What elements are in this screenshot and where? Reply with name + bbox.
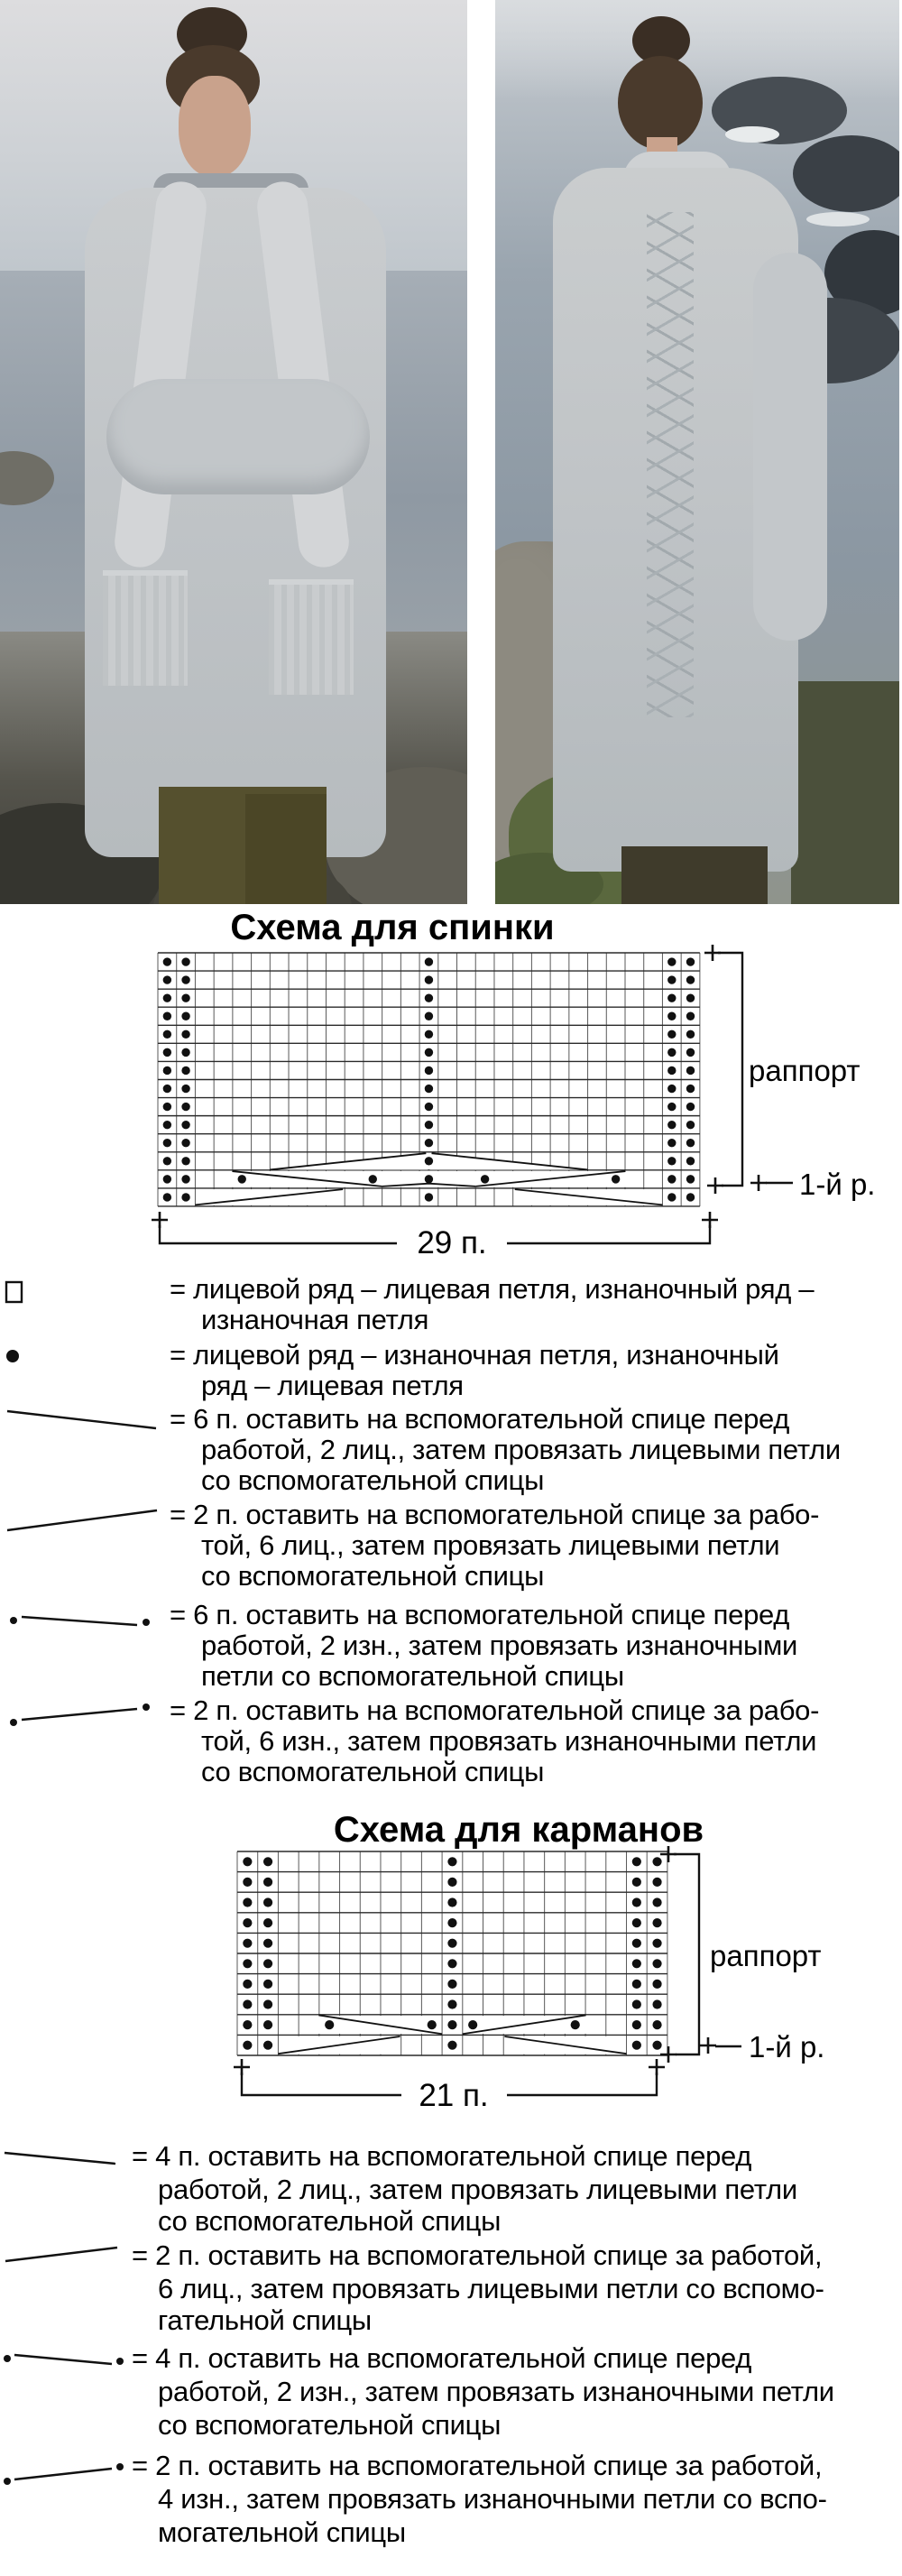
legend-line: = 2 п. оставить на вспомогательной спице за рабо-	[170, 1499, 820, 1530]
cable-front-purl-line-icon	[0, 2348, 131, 2371]
hair	[618, 56, 703, 150]
legend-line: со вспомогательной спицы	[201, 1560, 545, 1592]
legend-line: со вспомогательной спицы	[158, 2205, 502, 2237]
cable-front-line-icon	[0, 2146, 126, 2169]
legend-line: работой, 2 лиц., затем провязать лицевыми петли	[158, 2174, 797, 2205]
hillside	[791, 681, 899, 904]
legend-line: могательной спицы	[158, 2516, 406, 2548]
legend-line: ряд – лицевая петля	[201, 1370, 464, 1401]
back-chart-first-row-label: 1-й р.	[799, 1168, 876, 1201]
legend-line: со вспомогательной спицы	[201, 1464, 545, 1496]
sea-foam	[725, 126, 779, 143]
legend-line: со вспомогательной спицы	[158, 2409, 502, 2441]
trousers	[621, 846, 768, 904]
legend-line: со вспомогательной спицы	[201, 1756, 545, 1787]
cable-back-line-icon	[0, 2241, 126, 2265]
back-chart-title: Схема для спинки	[230, 908, 555, 947]
legend-line: той, 6 изн., затем провязать изнаночными петли	[201, 1725, 817, 1757]
legend-line: петли со вспомогательной спицы	[201, 1660, 624, 1692]
legend-line: 4 изн., затем провязать изнаночными петли со вспо-	[158, 2483, 827, 2515]
pocket-chart-rapport-label: раппорт	[710, 1939, 822, 1972]
legend-line: = 6 п. оставить на вспомогательной спице перед	[170, 1599, 790, 1630]
knit-stitch-square-icon	[4, 1280, 27, 1306]
legend-line: работой, 2 изн., затем провязать изнаночными петли	[158, 2376, 834, 2407]
cardigan-pocket	[103, 570, 188, 686]
legend-line: гательной спицы	[158, 2304, 372, 2336]
legend-line: = 2 п. оставить на вспомогательной спице за работой,	[132, 2450, 823, 2481]
cable-front-line-icon	[0, 1404, 167, 1433]
back-chart-rapport-label: раппорт	[749, 1054, 861, 1087]
photo-cardigan-back	[495, 0, 899, 904]
legend-line: = 2 п. оставить на вспомогательной спице за работой,	[132, 2239, 823, 2271]
face	[179, 76, 251, 177]
crossed-arms	[106, 379, 370, 494]
pocket-chart-stitch-count: 21 п.	[419, 2078, 489, 2113]
back-chart-stitch-count: 29 п.	[417, 1225, 487, 1260]
sleeve	[753, 253, 827, 641]
legend-line: = 4 п. оставить на вспомогательной спице перед	[132, 2342, 752, 2374]
legend-line: = 4 п. оставить на вспомогательной спице перед	[132, 2140, 752, 2172]
cable-front-purl-line-icon	[0, 1609, 167, 1632]
back-chart-diagram	[0, 938, 902, 1268]
sea-foam	[806, 212, 870, 226]
back-cable-braid	[647, 212, 694, 717]
legend-line: той, 6 лиц., затем провязать лицевыми петли	[201, 1529, 780, 1561]
pocket-chart-first-row-label: 1-й р.	[749, 2030, 825, 2064]
legend-line: = лицевой ряд – лицевая петля, изнаночный ряд –	[170, 1273, 815, 1305]
legend-line: изнаночная петля	[201, 1304, 429, 1335]
trousers	[245, 794, 327, 904]
cable-back-purl-line-icon	[0, 1702, 167, 1729]
legend-line: = 2 п. оставить на вспомогательной спице за рабо-	[170, 1694, 820, 1726]
pocket-chart-title: Схема для карманов	[333, 1810, 704, 1850]
cable-back-line-icon	[0, 1503, 167, 1534]
rock	[793, 135, 899, 212]
cardigan-pocket	[269, 579, 354, 695]
legend-line: работой, 2 изн., затем провязать изнаночными	[201, 1630, 798, 1661]
legend-line: = 6 п. оставить на вспомогательной спице перед	[170, 1403, 790, 1435]
legend-line: = лицевой ряд – изнаночная петля, изнаночный	[170, 1339, 779, 1371]
legend-line: работой, 2 лиц., затем провязать лицевыми петли	[201, 1434, 841, 1465]
legend-line: 6 лиц., затем провязать лицевыми петли со вспомо-	[158, 2273, 824, 2304]
purl-stitch-dot-icon	[5, 1348, 23, 1366]
photo-cardigan-front	[0, 0, 467, 904]
cable-back-purl-line-icon	[0, 2461, 131, 2486]
